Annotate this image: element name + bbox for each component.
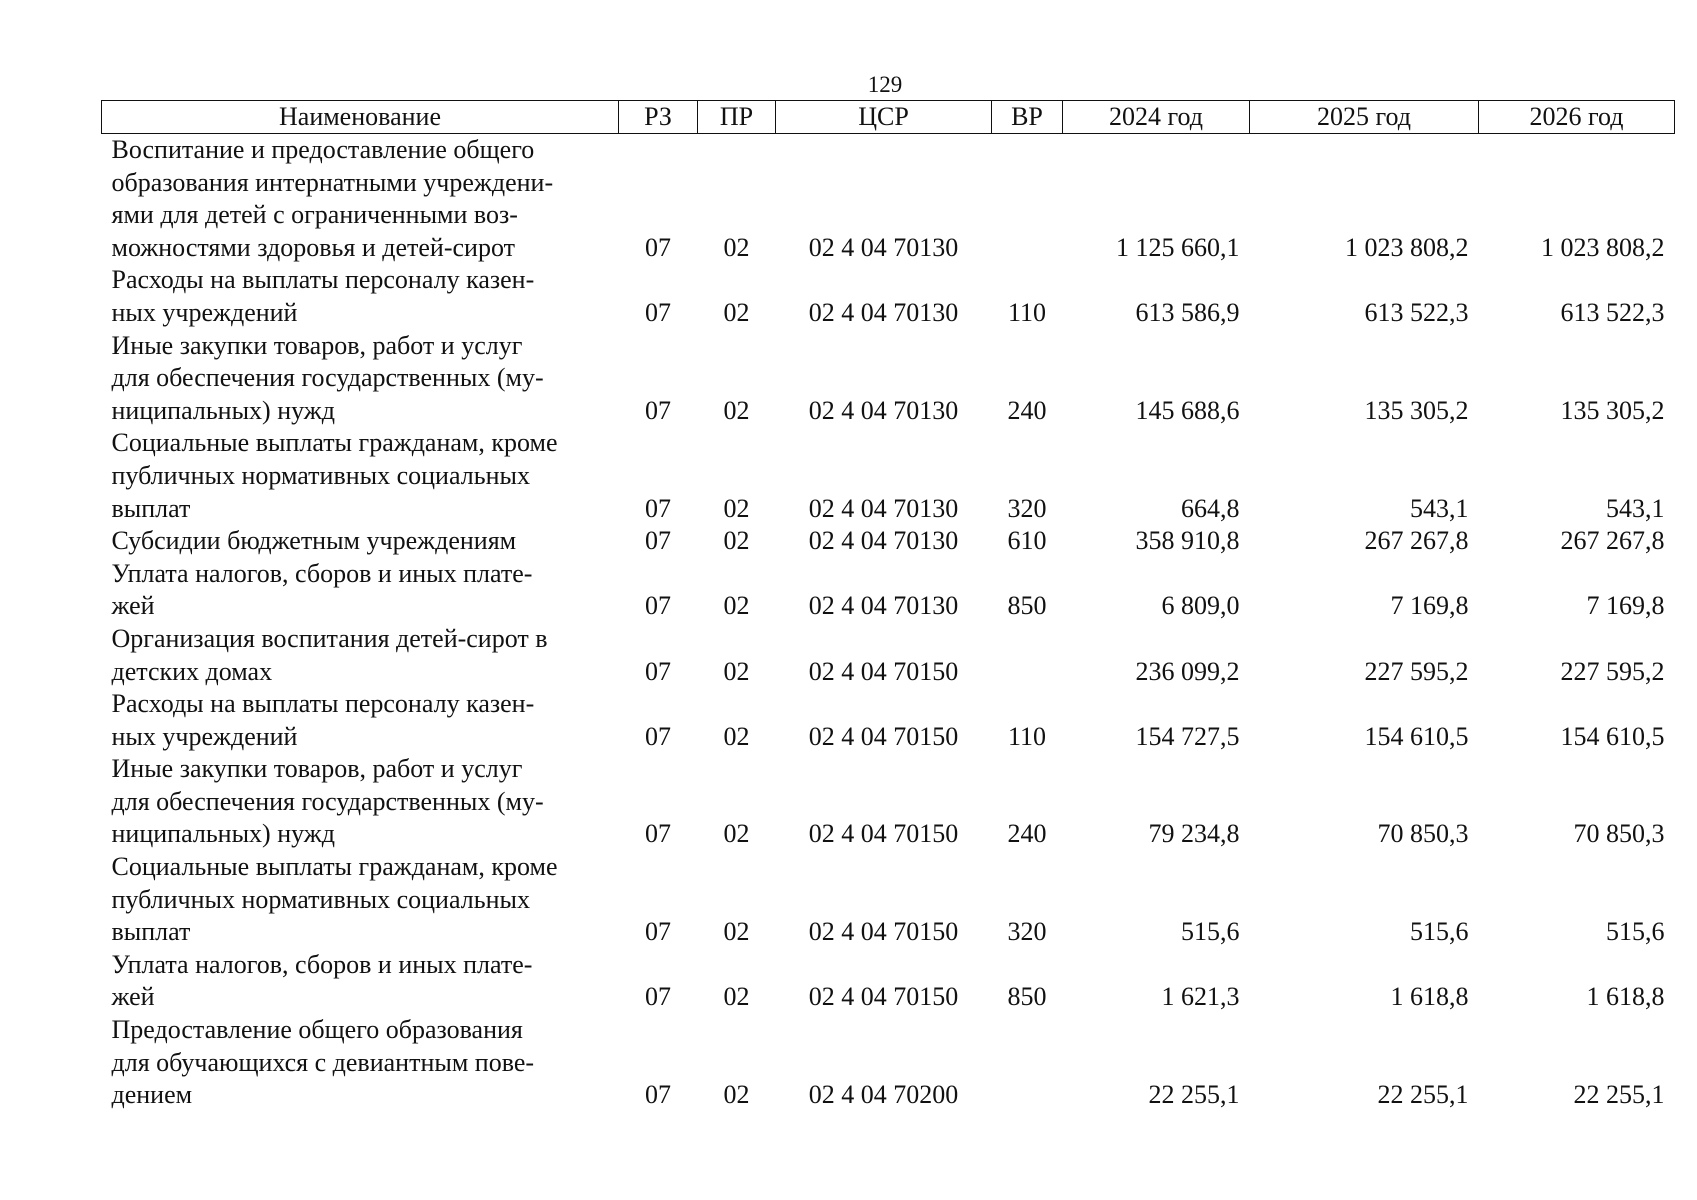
value-2025-cell: 1 618,8 xyxy=(1390,982,1469,1012)
csr-cell: 02 4 04 70150 xyxy=(808,917,959,947)
row-name-line: Иные закупки товаров, работ и услуг xyxy=(111,330,523,360)
value-2026-cell: 267 267,8 xyxy=(1560,526,1665,556)
header-2026: 2026 год xyxy=(1479,101,1675,134)
csr-cell: 02 4 04 70130 xyxy=(808,395,959,425)
row-name-cell xyxy=(102,688,619,753)
row-name-line: выплат xyxy=(111,917,191,947)
header-rz: РЗ xyxy=(619,101,698,134)
row-name-line: для обеспечения государственных (му- xyxy=(111,363,544,393)
table-row xyxy=(102,623,1675,688)
row-name-cell xyxy=(102,264,619,329)
header-pr: ПР xyxy=(698,101,776,134)
value-2025-cell: 515,6 xyxy=(1410,917,1469,947)
row-name-line: Иные закупки товаров, работ и услуг xyxy=(111,754,523,784)
row-name-line: Воспитание и предоставление общего xyxy=(111,135,535,164)
row-name-line: жей xyxy=(111,982,155,1012)
csr-cell: 02 4 04 70130 xyxy=(808,297,959,327)
row-name-cell xyxy=(102,851,619,949)
row-name-line: публичных нормативных социальных xyxy=(111,884,530,914)
value-2024-cell: 236 099,2 xyxy=(1135,656,1240,686)
value-2026-cell: 7 169,8 xyxy=(1586,591,1665,621)
value-2026-cell: 70 850,3 xyxy=(1573,819,1665,849)
row-name-line: Уплата налогов, сборов и иных плате- xyxy=(111,949,533,979)
value-2025-cell: 135 305,2 xyxy=(1364,395,1469,425)
value-2026-cell: 135 305,2 xyxy=(1560,395,1665,425)
pr-cell: 02 xyxy=(723,819,750,849)
csr-cell: 02 4 04 70130 xyxy=(808,232,959,262)
row-name-line: Социальные выплаты гражданам, кроме xyxy=(111,428,558,458)
page-number: 129 xyxy=(867,72,903,97)
rz-cell: 07 xyxy=(645,819,671,849)
rz-cell: 07 xyxy=(645,982,671,1012)
rz-cell: 07 xyxy=(645,526,671,556)
pr-cell: 02 xyxy=(723,526,750,556)
row-name-line: можностями здоровья и детей-сирот xyxy=(111,232,515,262)
table-header-row xyxy=(102,101,1675,134)
row-name-line: ных учреждений xyxy=(111,297,298,327)
row-name-cell xyxy=(102,330,619,428)
pr-cell: 02 xyxy=(723,297,750,327)
pr-cell: 02 xyxy=(723,721,750,751)
header-2025: 2025 год xyxy=(1250,101,1479,134)
rz-cell: 07 xyxy=(645,297,671,327)
value-2025-cell: 7 169,8 xyxy=(1390,591,1469,621)
budget-table xyxy=(101,100,1675,1112)
rz-cell: 07 xyxy=(645,591,671,621)
rz-cell: 07 xyxy=(645,721,671,751)
pr-cell: 02 xyxy=(723,232,750,262)
pr-cell: 02 xyxy=(723,395,750,425)
table-row xyxy=(102,134,1675,265)
value-2024-cell: 1 621,3 xyxy=(1161,982,1240,1012)
vr-cell: 110 xyxy=(1007,297,1047,327)
value-2025-cell: 227 595,2 xyxy=(1364,656,1469,686)
row-name-line: Предоставление общего образования xyxy=(111,1015,523,1045)
table-row xyxy=(102,949,1675,1014)
csr-cell: 02 4 04 70150 xyxy=(808,819,959,849)
row-name-line: ных учреждений xyxy=(111,721,298,751)
csr-cell: 02 4 04 70150 xyxy=(808,721,959,751)
vr-cell xyxy=(992,134,1063,265)
row-name-line: Расходы на выплаты персоналу казен- xyxy=(111,689,535,719)
vr-cell xyxy=(992,623,1063,688)
value-2024-cell: 79 234,8 xyxy=(1148,819,1240,849)
row-name-line: жей xyxy=(111,591,155,621)
row-name-line: Социальные выплаты гражданам, кроме xyxy=(111,852,558,882)
row-name-line: ниципальных) нужд xyxy=(111,819,335,849)
value-2024-cell: 664,8 xyxy=(1181,493,1240,523)
rz-cell: 07 xyxy=(645,493,671,523)
row-name-line: ями для детей с ограниченными воз- xyxy=(111,200,518,230)
vr-cell: 240 xyxy=(1007,395,1047,425)
row-name-line: для обучающихся с девиантным пове- xyxy=(111,1047,535,1077)
header-vr: ВР xyxy=(992,101,1063,134)
vr-cell: 320 xyxy=(1007,493,1047,523)
csr-cell: 02 4 04 70150 xyxy=(808,982,959,1012)
pr-cell: 02 xyxy=(723,917,750,947)
table-row xyxy=(102,851,1675,949)
value-2024-cell: 154 727,5 xyxy=(1135,721,1240,751)
pr-cell: 02 xyxy=(723,493,750,523)
header-2024: 2024 год xyxy=(1063,101,1250,134)
row-name-cell xyxy=(102,623,619,688)
row-name-line: Расходы на выплаты персоналу казен- xyxy=(111,265,535,295)
rz-cell: 07 xyxy=(645,232,671,262)
pr-cell: 02 xyxy=(723,656,750,686)
value-2025-cell: 154 610,5 xyxy=(1364,721,1469,751)
csr-cell: 02 4 04 70130 xyxy=(808,493,959,523)
vr-cell: 110 xyxy=(1007,721,1047,751)
value-2024-cell: 145 688,6 xyxy=(1135,395,1240,425)
csr-cell: 02 4 04 70150 xyxy=(808,656,959,686)
row-name-line: детских домах xyxy=(111,656,273,686)
value-2024-cell: 358 910,8 xyxy=(1135,526,1240,556)
value-2026-cell: 613 522,3 xyxy=(1560,297,1665,327)
vr-cell: 320 xyxy=(1007,917,1047,947)
vr-cell xyxy=(992,1014,1063,1112)
value-2025-cell: 613 522,3 xyxy=(1364,297,1469,327)
value-2025-cell: 70 850,3 xyxy=(1377,819,1469,849)
row-name-line: образования интернатными учреждени- xyxy=(111,167,554,197)
vr-cell: 850 xyxy=(1007,982,1047,1012)
row-name-cell xyxy=(102,134,619,265)
header-name: Наименование xyxy=(102,101,619,134)
row-name-line: Субсидии бюджетным учреждениям xyxy=(111,526,517,556)
table-row xyxy=(102,525,1675,558)
value-2026-cell: 515,6 xyxy=(1606,917,1665,947)
csr-cell: 02 4 04 70200 xyxy=(808,1080,959,1110)
row-name-cell xyxy=(102,558,619,623)
value-2026-cell: 543,1 xyxy=(1606,493,1665,523)
value-2024-cell: 515,6 xyxy=(1181,917,1240,947)
value-2024-cell: 6 809,0 xyxy=(1161,591,1240,621)
value-2026-cell: 1 618,8 xyxy=(1586,982,1665,1012)
value-2026-cell: 1 023 808,2 xyxy=(1541,232,1665,262)
table-row xyxy=(102,1014,1675,1112)
row-name-line: выплат xyxy=(111,493,191,523)
rz-cell: 07 xyxy=(645,1080,671,1110)
value-2024-cell: 1 125 660,1 xyxy=(1116,232,1240,262)
row-name-cell xyxy=(102,1014,619,1112)
row-name-cell xyxy=(102,427,619,525)
table-row xyxy=(102,558,1675,623)
table-body xyxy=(102,134,1675,1112)
value-2024-cell: 613 586,9 xyxy=(1135,297,1240,327)
table-row xyxy=(102,688,1675,753)
table-row xyxy=(102,330,1675,428)
value-2026-cell: 227 595,2 xyxy=(1560,656,1665,686)
value-2025-cell: 1 023 808,2 xyxy=(1345,232,1469,262)
vr-cell: 610 xyxy=(1007,526,1047,556)
pr-cell: 02 xyxy=(723,1080,750,1110)
pr-cell: 02 xyxy=(723,591,750,621)
row-name-line: Организация воспитания детей-сирот в xyxy=(111,623,548,653)
value-2026-cell: 22 255,1 xyxy=(1573,1080,1665,1110)
header-csr: ЦСР xyxy=(776,101,992,134)
value-2024-cell: 22 255,1 xyxy=(1148,1080,1240,1110)
row-name-cell xyxy=(102,525,619,558)
row-name-line: Уплата налогов, сборов и иных плате- xyxy=(111,558,533,588)
vr-cell: 240 xyxy=(1007,819,1047,849)
table-row xyxy=(102,427,1675,525)
csr-cell: 02 4 04 70130 xyxy=(808,526,959,556)
vr-cell: 850 xyxy=(1007,591,1047,621)
rz-cell: 07 xyxy=(645,395,671,425)
value-2025-cell: 543,1 xyxy=(1410,493,1469,523)
rz-cell: 07 xyxy=(645,917,671,947)
row-name-cell xyxy=(102,753,619,851)
table-row xyxy=(102,753,1675,851)
row-name-line: публичных нормативных социальных xyxy=(111,460,530,490)
table-row xyxy=(102,264,1675,329)
row-name-line: для обеспечения государственных (му- xyxy=(111,786,544,816)
row-name-line: дением xyxy=(111,1080,193,1110)
value-2025-cell: 22 255,1 xyxy=(1377,1080,1469,1110)
pr-cell: 02 xyxy=(723,982,750,1012)
value-2026-cell: 154 610,5 xyxy=(1560,721,1665,751)
value-2025-cell: 267 267,8 xyxy=(1364,526,1469,556)
row-name-cell xyxy=(102,949,619,1014)
csr-cell: 02 4 04 70130 xyxy=(808,591,959,621)
row-name-line: ниципальных) нужд xyxy=(111,395,335,425)
budget-table-container xyxy=(101,100,1674,1112)
rz-cell: 07 xyxy=(645,656,671,686)
